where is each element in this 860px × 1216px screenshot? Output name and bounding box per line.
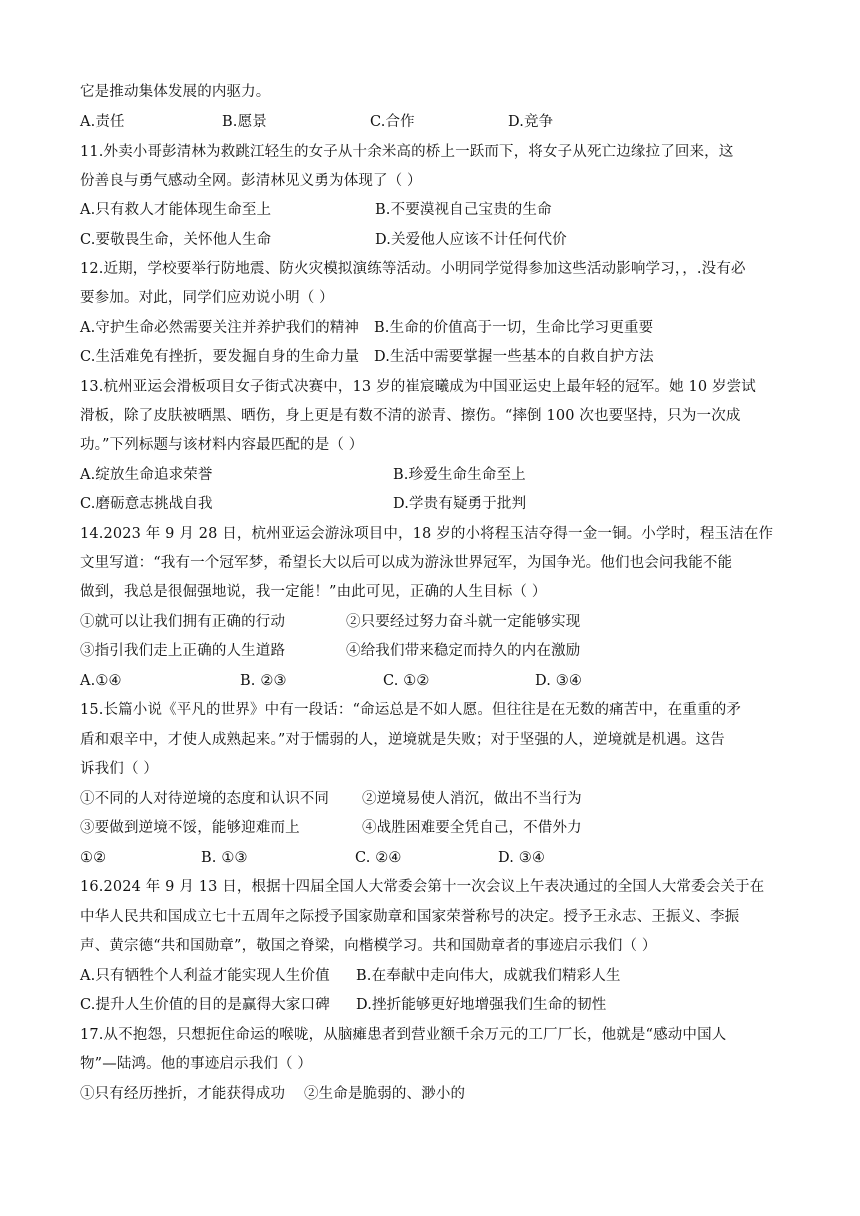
option-d: D. ③④ <box>535 673 583 689</box>
option-c: C.磨砺意志挑战自我 <box>80 496 213 512</box>
option-d: D.关爱他人应该不计任何代价 <box>375 232 567 248</box>
option-c: C. ②④ <box>355 850 402 866</box>
question-11-line-2: 份善良与勇气感动全网。彭清林见义勇为体现了（ ） <box>80 173 422 189</box>
question-15-line-2: 盾和艰辛中，才使人成熟起来。”对于懦弱的人，逆境就是失败；对于坚强的人，逆境就是机遇。这告 <box>80 732 725 748</box>
option-a: A.只有牺牲个人利益才能实现人生价值 <box>80 968 330 984</box>
option-a: A.①④ <box>80 673 122 689</box>
option-b: B. ①③ <box>201 850 248 866</box>
option-c: C. ①② <box>383 673 430 689</box>
statement-1: ①不同的人对待逆境的态度和认识不同 <box>80 791 330 807</box>
question-13-line-2: 滑板，除了皮肤被晒黑、晒伤，身上更是有数不清的淤青、擦伤。“摔倒 100 次也要坚持，只为一次成 <box>80 408 741 424</box>
statement-2: ②生命是脆弱的、渺小的 <box>304 1086 466 1102</box>
question-11-line-1: 11.外卖小哥彭清林为救跳江轻生的女子从十余米高的桥上一跃而下，将女子从死亡边缘拉了回来，这 <box>80 144 734 160</box>
option-b: B.珍爱生命生命至上 <box>393 467 526 483</box>
option-b: B. ②③ <box>240 673 287 689</box>
option-a: ①② <box>80 850 107 866</box>
statement-4: ④给我们带来稳定而持久的内在激励 <box>346 643 581 659</box>
question-16-line-2: 中华人民共和国成立七十五周年之际授予国家勋章和国家荣誉称号的决定。授予王永志、王振义、李振 <box>80 909 740 925</box>
statement-2: ②逆境易使人消沉，做出不当行为 <box>362 791 582 807</box>
option-c: C.生活难免有挫折，要发掘自身的生命力量 <box>80 349 360 365</box>
question-text-line: 它是推动集体发展的内驱力。 <box>80 84 271 100</box>
question-17-line-1: 17.从不抱怨，只想扼住命运的喉咙，从脑瘫患者到营业额千余万元的工厂厂长，他就是“感动中国人 <box>80 1027 727 1043</box>
option-c: C.要敬畏生命，关怀他人生命 <box>80 232 272 248</box>
question-15-line-3: 诉我们（ ） <box>80 761 159 777</box>
question-13-line-3: 功。”下列标题与该材料内容最匹配的是（ ） <box>80 437 364 453</box>
statement-3: ③要做到逆境不馁，能够迎难而上 <box>80 820 300 836</box>
question-14-line-3: 做到，我总是很倔强地说，我一定能！”由此可见，正确的人生目标（ ） <box>80 584 547 600</box>
option-d: D.学贵有疑勇于批判 <box>393 496 527 512</box>
option-b: B.在奉献中走向伟大，成就我们精彩人生 <box>356 968 621 984</box>
option-d: D.竞争 <box>508 114 554 130</box>
statement-1: ①只有经历挫折，才能获得成功 <box>80 1086 286 1102</box>
option-b: B.愿景 <box>222 114 267 130</box>
question-14-line-2: 文里写道：“我有一个冠军梦，希望长大以后可以成为游泳世界冠军，为国争光。他们也会问我能不能 <box>80 555 733 571</box>
option-a: A.责任 <box>80 114 125 130</box>
question-17-line-2: 物”—陆鸿。他的事迹启示我们（ ） <box>80 1056 313 1072</box>
option-a: A.绽放生命追求荣誉 <box>80 467 213 483</box>
statement-1: ①就可以让我们拥有正确的行动 <box>80 614 286 630</box>
question-12-line-1: 12.近期，学校要举行防地震、防火灾模拟演练等活动。小明同学觉得参加这些活动影响学习，，.没有必 <box>80 261 746 277</box>
statement-3: ③指引我们走上正确的人生道路 <box>80 643 286 659</box>
question-14-line-1: 14.2023 年 9 月 28 日，杭州亚运会游泳项目中，18 岁的小将程玉洁夺得一金一铜。小学时，程玉洁在作 <box>80 526 774 542</box>
option-a: A.只有救人才能体现生命至上 <box>80 202 272 218</box>
option-c: C.合作 <box>370 114 415 130</box>
question-13-line-1: 13.杭州亚运会滑板项目女子街式决赛中，13 岁的崔宸曦成为中国亚运史上最年轻的冠军。她 10 岁尝试 <box>80 379 756 395</box>
option-c: C.提升人生价值的目的是赢得大家口碑 <box>80 997 330 1013</box>
question-15-line-1: 15.长篇小说《平凡的世界》中有一段话：“命运总是不如人愿。但往往是在无数的痛苦中，在重重的矛 <box>80 702 742 718</box>
option-d: D.挫折能够更好地增强我们生命的韧性 <box>356 997 607 1013</box>
statement-4: ④战胜困难要全凭自己，不借外力 <box>362 820 582 836</box>
option-d: D.生活中需要掌握一些基本的自救自护方法 <box>374 349 654 365</box>
statement-2: ②只要经过努力奋斗就一定能够实现 <box>346 614 581 630</box>
option-d: D. ③④ <box>498 850 546 866</box>
question-16-line-1: 16.2024 年 9 月 13 日，根据十四届全国人大常委会第十一次会议上午表决通过的全国人大常委会关于在 <box>80 879 765 895</box>
question-16-line-3: 声、黄宗德“共和国勋章”，敬国之脊梁，向楷模学习。共和国勋章者的事迹启示我们（ ） <box>80 938 657 954</box>
option-a: A.守护生命必然需要关注并养护我们的精神 <box>80 320 360 336</box>
option-b: B.生命的价值高于一切，生命比学习更重要 <box>374 320 654 336</box>
question-12-line-2: 要参加。对此，同学们应劝说小明（ ） <box>80 290 334 306</box>
option-b: B.不要漠视自己宝贵的生命 <box>375 202 552 218</box>
